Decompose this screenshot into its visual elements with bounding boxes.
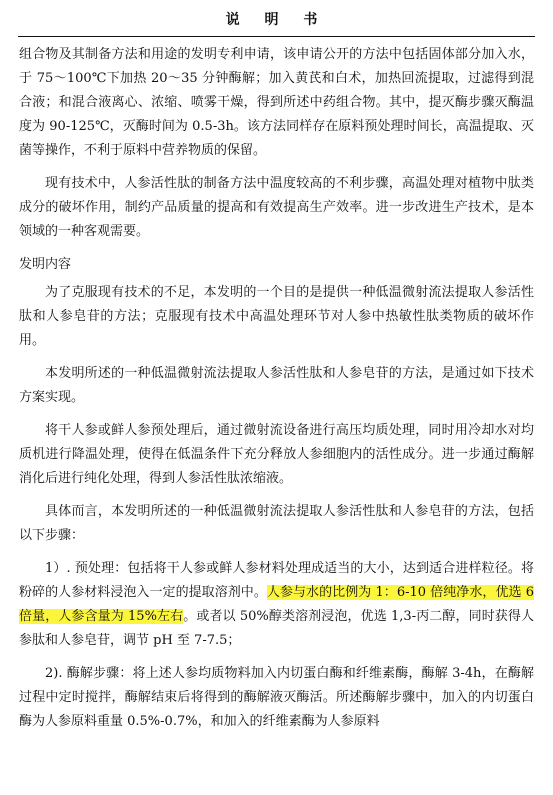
paragraph-process-overview: 将干人参或鲜人参预处理后，通过微射流设备进行高压均质处理，同时用冷却水对均质机进行降温处理，使得在低温条件下充分释放人参细胞内的活性成分。进一步通过酶解消化后进行纯化处理，得到人参活性肽浓缩液。 bbox=[19, 423, 534, 486]
section-heading: 发明内容 bbox=[19, 257, 72, 272]
document-title: 说 明 书 bbox=[225, 12, 328, 28]
title-divider bbox=[18, 36, 535, 37]
step-1-text-after: 。或者以 50%醇类溶剂浸泡，优选 1,3-丙二醇，同时获得人参肽和人参皂苷，调节 pH 至 7-7.5； bbox=[19, 609, 534, 648]
paragraph-steps-intro: 具体而言，本发明所述的一种低温微射流法提取人参活性肽和人参皂苷的方法，包括以下步骤： bbox=[19, 504, 534, 543]
step-1-text-before: 1）. 预处理：包括将干人参或鲜人参材料处理成适当的大小，达到适合进样粒径。将粉碎的人参材料浸泡入一定的提取溶剂中。 bbox=[19, 561, 534, 600]
paragraph-step-2: 2). 酶解步骤：将上述人参均质物料加入内切蛋白酶和纤维素酶，酶解 3-4h，在酶解过程中定时搅拌，酶解结束后将得到的酶解液灭酶活。所述酶解步骤中，加入的内切蛋白酶为人参原料重量 0.5%-0.7%，和加入的纤维素酶为人参原料 bbox=[19, 666, 534, 729]
step-1-highlighted-text: 人参与水的比例为 1：6-10 倍纯净水，优选 6 倍量，人参含量为 15%左右 bbox=[19, 585, 534, 624]
paragraph-step-1 bbox=[19, 557, 534, 653]
paragraph-invention-object: 为了克服现有技术的不足，本发明的一个目的是提供一种低温微射流法提取人参活性肽和人参皂苷的方法；克服现有技术中高温处理环节对人参中热敏性肽类物质的破坏作用。 bbox=[19, 285, 534, 348]
document-body bbox=[19, 43, 534, 743]
paragraph-prior-art-summary: 现有技术中，人参活性肽的制备方法中温度较高的不利步骤，高温处理对植物中肽类成分的破坏作用，制约产品质量的提高和有效提高生产效率。进一步改进生产技术，是本领域的一种客观需要。 bbox=[19, 176, 534, 239]
paragraph-technical-scheme: 本发明所述的一种低温微射流法提取人参活性肽和人参皂苷的方法，是通过如下技术方案实现。 bbox=[19, 366, 534, 405]
paragraph-prior-art-continued: 组合物及其制备方法和用途的发明专利申请，该申请公开的方法中包括固体部分加入水，于 75～100℃下加热 20～35 分钟酶解；加入黄芪和白术，加热回流提取，过滤得到混合液；和混合液离心、浓缩、喷雾干燥，得到所述中药组合物。其中，提灭酶步骤灭酶温度为 90-125℃，灭酶时间为 0.5-3h。该方法同样存在原料预处理时间长，高温提取、灭菌等操作，不利于原料中营养物质的保留。 bbox=[19, 47, 534, 158]
